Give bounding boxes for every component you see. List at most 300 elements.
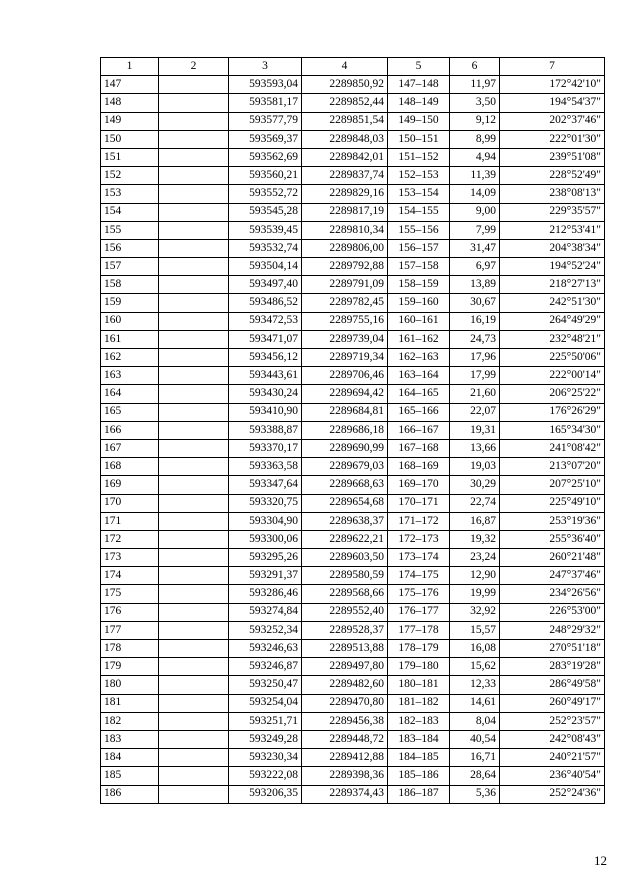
direction-angle-cell: 253°19'36": [500, 512, 605, 530]
x-coordinate-cell: 593443,61: [229, 367, 302, 385]
blank-cell: [159, 294, 229, 312]
x-coordinate-cell: 593370,17: [229, 439, 302, 457]
segment-cell: 162–163: [388, 349, 450, 367]
table-row: [101, 403, 605, 421]
length-cell: 9,12: [450, 112, 500, 130]
point-number-cell: 147: [101, 76, 159, 94]
point-number-cell: 152: [101, 167, 159, 185]
point-number-cell: 166: [101, 421, 159, 439]
segment-cell: 186–187: [388, 785, 450, 803]
y-coordinate-cell: 2289706,46: [302, 367, 388, 385]
point-number-cell: 172: [101, 530, 159, 548]
header-cell-point: 1: [101, 58, 159, 76]
length-cell: 22,74: [450, 494, 500, 512]
direction-angle-cell: 252°23'57": [500, 712, 605, 730]
table-row: [101, 130, 605, 148]
header-cell-segment: 5: [388, 58, 450, 76]
blank-cell: [159, 785, 229, 803]
segment-cell: 148–149: [388, 94, 450, 112]
length-cell: 19,32: [450, 530, 500, 548]
length-cell: 13,89: [450, 276, 500, 294]
length-cell: 17,99: [450, 367, 500, 385]
y-coordinate-cell: 2289806,00: [302, 239, 388, 257]
direction-angle-cell: 218°27'13": [500, 276, 605, 294]
blank-cell: [159, 148, 229, 166]
y-coordinate-cell: 2289497,80: [302, 658, 388, 676]
point-number-cell: 175: [101, 585, 159, 603]
length-cell: 24,73: [450, 330, 500, 348]
x-coordinate-cell: 593249,28: [229, 730, 302, 748]
segment-cell: 167–168: [388, 439, 450, 457]
point-number-cell: 150: [101, 130, 159, 148]
direction-angle-cell: 242°51'30": [500, 294, 605, 312]
blank-cell: [159, 185, 229, 203]
table-row: [101, 439, 605, 457]
table-row: [101, 349, 605, 367]
table-row: [101, 549, 605, 567]
segment-cell: 157–158: [388, 258, 450, 276]
x-coordinate-cell: 593430,24: [229, 385, 302, 403]
point-number-cell: 185: [101, 767, 159, 785]
length-cell: 22,07: [450, 403, 500, 421]
x-coordinate-cell: 593206,35: [229, 785, 302, 803]
header-cell-blank: 2: [159, 58, 229, 76]
direction-angle-cell: 194°54'37": [500, 94, 605, 112]
table-row: [101, 312, 605, 330]
direction-angle-cell: 286°49'58": [500, 676, 605, 694]
direction-angle-cell: 207°25'10": [500, 476, 605, 494]
x-coordinate-cell: 593304,90: [229, 512, 302, 530]
table-body: [101, 76, 605, 804]
length-cell: 19,31: [450, 421, 500, 439]
table-row: [101, 712, 605, 730]
x-coordinate-cell: 593410,90: [229, 403, 302, 421]
point-number-cell: 168: [101, 458, 159, 476]
x-coordinate-cell: 593363,58: [229, 458, 302, 476]
segment-cell: 164–165: [388, 385, 450, 403]
x-coordinate-cell: 593486,52: [229, 294, 302, 312]
length-cell: 19,99: [450, 585, 500, 603]
segment-cell: 170–171: [388, 494, 450, 512]
table-row: [101, 294, 605, 312]
x-coordinate-cell: 593560,21: [229, 167, 302, 185]
segment-cell: 177–178: [388, 621, 450, 639]
point-number-cell: 181: [101, 694, 159, 712]
header-cell-length: 6: [450, 58, 500, 76]
segment-cell: 161–162: [388, 330, 450, 348]
point-number-cell: 163: [101, 367, 159, 385]
segment-cell: 184–185: [388, 749, 450, 767]
length-cell: 4,94: [450, 148, 500, 166]
table-row: [101, 76, 605, 94]
length-cell: 7,99: [450, 221, 500, 239]
point-number-cell: 148: [101, 94, 159, 112]
length-cell: 14,09: [450, 185, 500, 203]
blank-cell: [159, 349, 229, 367]
x-coordinate-cell: 593252,34: [229, 621, 302, 639]
direction-angle-cell: 238°08'13": [500, 185, 605, 203]
y-coordinate-cell: 2289842,01: [302, 148, 388, 166]
x-coordinate-cell: 593291,37: [229, 567, 302, 585]
length-cell: 15,57: [450, 621, 500, 639]
length-cell: 15,62: [450, 658, 500, 676]
point-number-cell: 171: [101, 512, 159, 530]
segment-cell: 163–164: [388, 367, 450, 385]
x-coordinate-cell: 593577,79: [229, 112, 302, 130]
blank-cell: [159, 530, 229, 548]
table-row: [101, 676, 605, 694]
table-row: [101, 530, 605, 548]
x-coordinate-cell: 593545,28: [229, 203, 302, 221]
table-row: [101, 148, 605, 166]
blank-cell: [159, 712, 229, 730]
segment-cell: 159–160: [388, 294, 450, 312]
blank-cell: [159, 621, 229, 639]
direction-angle-cell: 234°26'56": [500, 585, 605, 603]
x-coordinate-cell: 593230,34: [229, 749, 302, 767]
point-number-cell: 158: [101, 276, 159, 294]
y-coordinate-cell: 2289792,88: [302, 258, 388, 276]
x-coordinate-cell: 593254,04: [229, 694, 302, 712]
blank-cell: [159, 330, 229, 348]
table-row: [101, 185, 605, 203]
direction-angle-cell: 204°38'34": [500, 239, 605, 257]
blank-cell: [159, 258, 229, 276]
length-cell: 8,04: [450, 712, 500, 730]
length-cell: 30,29: [450, 476, 500, 494]
blank-cell: [159, 694, 229, 712]
point-number-cell: 165: [101, 403, 159, 421]
page-number: 12: [594, 853, 607, 868]
length-cell: 11,39: [450, 167, 500, 185]
blank-cell: [159, 585, 229, 603]
y-coordinate-cell: 2289456,38: [302, 712, 388, 730]
y-coordinate-cell: 2289694,42: [302, 385, 388, 403]
direction-angle-cell: 165°34'30": [500, 421, 605, 439]
blank-cell: [159, 658, 229, 676]
point-number-cell: 173: [101, 549, 159, 567]
point-number-cell: 174: [101, 567, 159, 585]
length-cell: 9,00: [450, 203, 500, 221]
blank-cell: [159, 676, 229, 694]
segment-cell: 182–183: [388, 712, 450, 730]
segment-cell: 152–153: [388, 167, 450, 185]
segment-cell: 168–169: [388, 458, 450, 476]
point-number-cell: 179: [101, 658, 159, 676]
x-coordinate-cell: 593320,75: [229, 494, 302, 512]
direction-angle-cell: 225°50'06": [500, 349, 605, 367]
length-cell: 5,36: [450, 785, 500, 803]
y-coordinate-cell: 2289513,88: [302, 640, 388, 658]
y-coordinate-cell: 2289603,50: [302, 549, 388, 567]
length-cell: 16,08: [450, 640, 500, 658]
length-cell: 21,60: [450, 385, 500, 403]
blank-cell: [159, 403, 229, 421]
direction-angle-cell: 240°21'57": [500, 749, 605, 767]
direction-angle-cell: 226°53'00": [500, 603, 605, 621]
direction-angle-cell: 222°00'14": [500, 367, 605, 385]
direction-angle-cell: 247°37'46": [500, 567, 605, 585]
length-cell: 14,61: [450, 694, 500, 712]
segment-cell: 158–159: [388, 276, 450, 294]
x-coordinate-cell: 593274,84: [229, 603, 302, 621]
x-coordinate-cell: 593497,40: [229, 276, 302, 294]
y-coordinate-cell: 2289398,36: [302, 767, 388, 785]
point-number-cell: 186: [101, 785, 159, 803]
y-coordinate-cell: 2289690,99: [302, 439, 388, 457]
length-cell: 19,03: [450, 458, 500, 476]
point-number-cell: 157: [101, 258, 159, 276]
x-coordinate-cell: 593472,53: [229, 312, 302, 330]
blank-cell: [159, 276, 229, 294]
x-coordinate-cell: 593539,45: [229, 221, 302, 239]
y-coordinate-cell: 2289837,74: [302, 167, 388, 185]
header-cell-x: 3: [229, 58, 302, 76]
blank-cell: [159, 476, 229, 494]
blank-cell: [159, 221, 229, 239]
y-coordinate-cell: 2289654,68: [302, 494, 388, 512]
table-row: [101, 221, 605, 239]
point-number-cell: 156: [101, 239, 159, 257]
table-row: [101, 276, 605, 294]
length-cell: 32,92: [450, 603, 500, 621]
direction-angle-cell: 176°26'29": [500, 403, 605, 421]
direction-angle-cell: 172°42'10": [500, 76, 605, 94]
table-row: [101, 621, 605, 639]
length-cell: 30,67: [450, 294, 500, 312]
table-row: [101, 476, 605, 494]
blank-cell: [159, 167, 229, 185]
direction-angle-cell: 260°49'17": [500, 694, 605, 712]
direction-angle-cell: 255°36'40": [500, 530, 605, 548]
blank-cell: [159, 76, 229, 94]
length-cell: 8,99: [450, 130, 500, 148]
point-number-cell: 170: [101, 494, 159, 512]
segment-cell: 165–166: [388, 403, 450, 421]
segment-cell: 154–155: [388, 203, 450, 221]
direction-angle-cell: 225°49'10": [500, 494, 605, 512]
blank-cell: [159, 203, 229, 221]
blank-cell: [159, 549, 229, 567]
segment-cell: 181–182: [388, 694, 450, 712]
y-coordinate-cell: 2289374,43: [302, 785, 388, 803]
y-coordinate-cell: 2289719,34: [302, 349, 388, 367]
length-cell: 11,97: [450, 76, 500, 94]
length-cell: 28,64: [450, 767, 500, 785]
point-number-cell: 155: [101, 221, 159, 239]
y-coordinate-cell: 2289638,37: [302, 512, 388, 530]
segment-cell: 180–181: [388, 676, 450, 694]
segment-cell: 171–172: [388, 512, 450, 530]
blank-cell: [159, 730, 229, 748]
table-row: [101, 658, 605, 676]
segment-cell: 174–175: [388, 567, 450, 585]
x-coordinate-cell: 593251,71: [229, 712, 302, 730]
direction-angle-cell: 222°01'30": [500, 130, 605, 148]
point-number-cell: 167: [101, 439, 159, 457]
y-coordinate-cell: 2289755,16: [302, 312, 388, 330]
table-row: [101, 749, 605, 767]
table-row: [101, 494, 605, 512]
segment-cell: 175–176: [388, 585, 450, 603]
blank-cell: [159, 603, 229, 621]
length-cell: 6,97: [450, 258, 500, 276]
y-coordinate-cell: 2289782,45: [302, 294, 388, 312]
length-cell: 31,47: [450, 239, 500, 257]
y-coordinate-cell: 2289739,04: [302, 330, 388, 348]
header-row: [101, 58, 605, 76]
direction-angle-cell: 270°51'18": [500, 640, 605, 658]
length-cell: 13,66: [450, 439, 500, 457]
x-coordinate-cell: 593222,08: [229, 767, 302, 785]
x-coordinate-cell: 593456,12: [229, 349, 302, 367]
header-cell-angle: 7: [500, 58, 605, 76]
x-coordinate-cell: 593504,14: [229, 258, 302, 276]
table-header: [101, 58, 605, 76]
segment-cell: 185–186: [388, 767, 450, 785]
point-number-cell: 177: [101, 621, 159, 639]
blank-cell: [159, 494, 229, 512]
point-number-cell: 161: [101, 330, 159, 348]
y-coordinate-cell: 2289622,21: [302, 530, 388, 548]
direction-angle-cell: 228°52'49": [500, 167, 605, 185]
table-row: [101, 258, 605, 276]
table-row: [101, 167, 605, 185]
point-number-cell: 151: [101, 148, 159, 166]
x-coordinate-cell: 593246,87: [229, 658, 302, 676]
y-coordinate-cell: 2289552,40: [302, 603, 388, 621]
direction-angle-cell: 236°40'54": [500, 767, 605, 785]
point-number-cell: 160: [101, 312, 159, 330]
y-coordinate-cell: 2289791,09: [302, 276, 388, 294]
length-cell: 16,87: [450, 512, 500, 530]
direction-angle-cell: 260°21'48": [500, 549, 605, 567]
blank-cell: [159, 367, 229, 385]
segment-cell: 149–150: [388, 112, 450, 130]
segment-cell: 147–148: [388, 76, 450, 94]
x-coordinate-cell: 593471,07: [229, 330, 302, 348]
segment-cell: 151–152: [388, 148, 450, 166]
y-coordinate-cell: 2289668,63: [302, 476, 388, 494]
x-coordinate-cell: 593562,69: [229, 148, 302, 166]
y-coordinate-cell: 2289568,66: [302, 585, 388, 603]
segment-cell: 160–161: [388, 312, 450, 330]
blank-cell: [159, 640, 229, 658]
blank-cell: [159, 385, 229, 403]
direction-angle-cell: 213°07'20": [500, 458, 605, 476]
y-coordinate-cell: 2289810,34: [302, 221, 388, 239]
direction-angle-cell: 242°08'43": [500, 730, 605, 748]
point-number-cell: 164: [101, 385, 159, 403]
direction-angle-cell: 252°24'36": [500, 785, 605, 803]
blank-cell: [159, 458, 229, 476]
header-cell-y: 4: [302, 58, 388, 76]
direction-angle-cell: 229°35'57": [500, 203, 605, 221]
x-coordinate-cell: 593593,04: [229, 76, 302, 94]
point-number-cell: 176: [101, 603, 159, 621]
point-number-cell: 178: [101, 640, 159, 658]
blank-cell: [159, 749, 229, 767]
segment-cell: 178–179: [388, 640, 450, 658]
blank-cell: [159, 239, 229, 257]
x-coordinate-cell: 593569,37: [229, 130, 302, 148]
point-number-cell: 159: [101, 294, 159, 312]
table-row: [101, 785, 605, 803]
point-number-cell: 184: [101, 749, 159, 767]
table-row: [101, 239, 605, 257]
table-row: [101, 458, 605, 476]
table-row: [101, 567, 605, 585]
length-cell: 12,33: [450, 676, 500, 694]
segment-cell: 183–184: [388, 730, 450, 748]
direction-angle-cell: 212°53'41": [500, 221, 605, 239]
x-coordinate-cell: 593295,26: [229, 549, 302, 567]
table-row: [101, 421, 605, 439]
segment-cell: 166–167: [388, 421, 450, 439]
length-cell: 12,90: [450, 567, 500, 585]
y-coordinate-cell: 2289684,81: [302, 403, 388, 421]
x-coordinate-cell: 593347,64: [229, 476, 302, 494]
blank-cell: [159, 567, 229, 585]
point-number-cell: 154: [101, 203, 159, 221]
y-coordinate-cell: 2289850,92: [302, 76, 388, 94]
x-coordinate-cell: 593552,72: [229, 185, 302, 203]
blank-cell: [159, 130, 229, 148]
blank-cell: [159, 94, 229, 112]
segment-cell: 169–170: [388, 476, 450, 494]
point-number-cell: 169: [101, 476, 159, 494]
point-number-cell: 153: [101, 185, 159, 203]
blank-cell: [159, 421, 229, 439]
blank-cell: [159, 312, 229, 330]
direction-angle-cell: 241°08'42": [500, 439, 605, 457]
blank-cell: [159, 512, 229, 530]
y-coordinate-cell: 2289482,60: [302, 676, 388, 694]
direction-angle-cell: 232°48'21": [500, 330, 605, 348]
x-coordinate-cell: 593581,17: [229, 94, 302, 112]
point-number-cell: 149: [101, 112, 159, 130]
y-coordinate-cell: 2289470,80: [302, 694, 388, 712]
direction-angle-cell: 202°37'46": [500, 112, 605, 130]
x-coordinate-cell: 593246,63: [229, 640, 302, 658]
table-row: [101, 585, 605, 603]
y-coordinate-cell: 2289848,03: [302, 130, 388, 148]
y-coordinate-cell: 2289528,37: [302, 621, 388, 639]
length-cell: 16,71: [450, 749, 500, 767]
y-coordinate-cell: 2289817,19: [302, 203, 388, 221]
length-cell: 17,96: [450, 349, 500, 367]
segment-cell: 179–180: [388, 658, 450, 676]
length-cell: 23,24: [450, 549, 500, 567]
table-row: [101, 694, 605, 712]
y-coordinate-cell: 2289852,44: [302, 94, 388, 112]
segment-cell: 173–174: [388, 549, 450, 567]
y-coordinate-cell: 2289829,16: [302, 185, 388, 203]
direction-angle-cell: 264°49'29": [500, 312, 605, 330]
table-row: [101, 94, 605, 112]
table-row: [101, 367, 605, 385]
table-row: [101, 330, 605, 348]
point-number-cell: 180: [101, 676, 159, 694]
table-row: [101, 767, 605, 785]
length-cell: 40,54: [450, 730, 500, 748]
x-coordinate-cell: 593532,74: [229, 239, 302, 257]
direction-angle-cell: 206°25'22": [500, 385, 605, 403]
segment-cell: 155–156: [388, 221, 450, 239]
blank-cell: [159, 767, 229, 785]
point-number-cell: 183: [101, 730, 159, 748]
point-number-cell: 162: [101, 349, 159, 367]
